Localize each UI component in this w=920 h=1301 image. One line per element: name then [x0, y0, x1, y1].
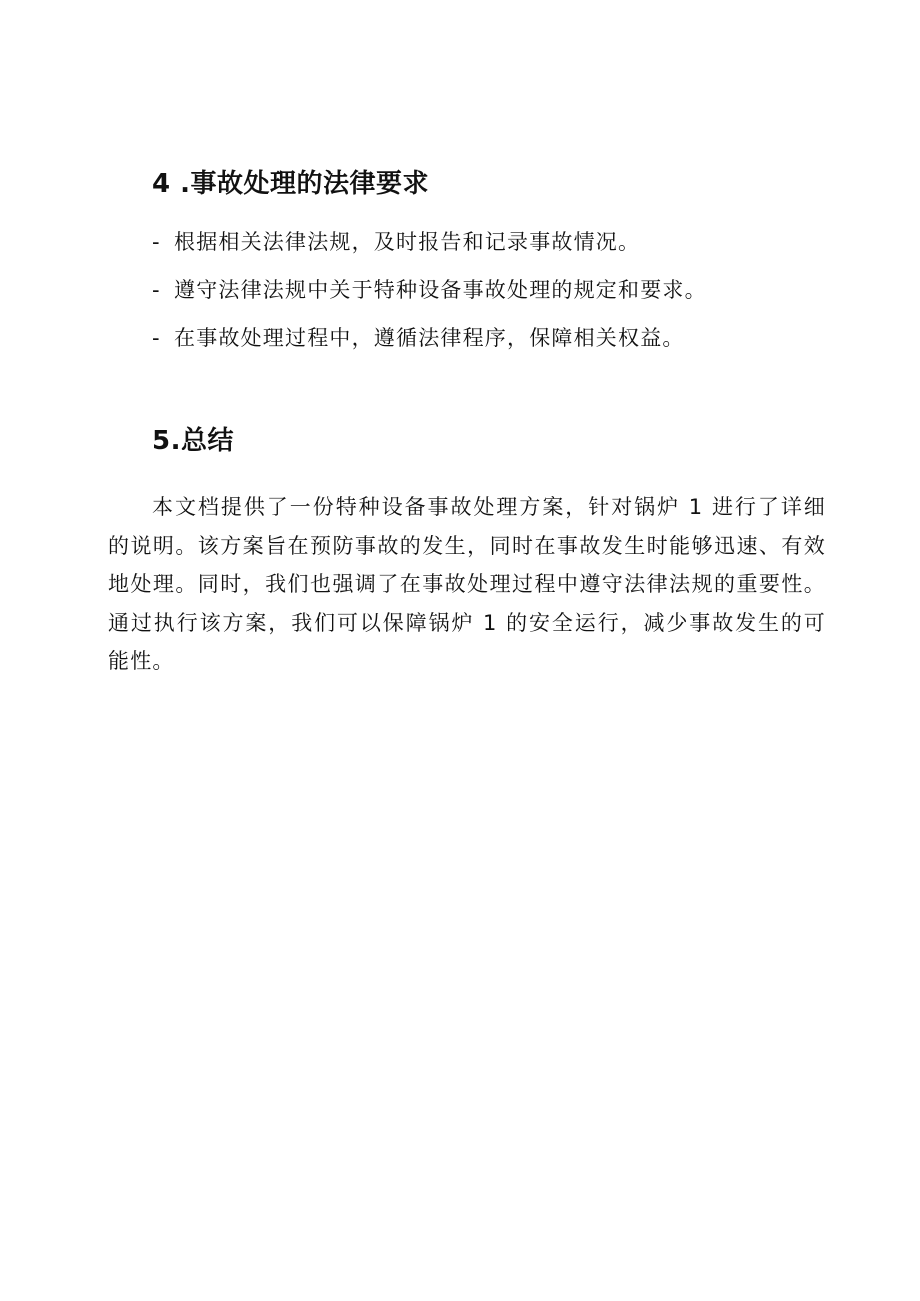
section-5-heading: 5.总结 — [152, 426, 234, 456]
bullet-text: 根据相关法律法规，及时报告和记录事故情况。 — [174, 230, 641, 254]
list-item — [152, 266, 707, 314]
bullet-text: 遵守法律法规中关于特种设备事故处理的规定和要求。 — [174, 278, 707, 302]
section-4-bullet-list — [152, 218, 707, 362]
bullet-marker: - — [152, 230, 161, 254]
bullet-text: 在事故处理过程中，遵循法律程序，保障相关权益。 — [174, 326, 685, 350]
bullet-marker: - — [152, 278, 161, 302]
bullet-marker: - — [152, 326, 161, 350]
list-item — [152, 218, 707, 266]
summary-paragraph: 本文档提供了一份特种设备事故处理方案，针对锅炉 1 进行了详细的说明。该方案旨在预防事故的发生，同时在事故发生时能够迅速、有效地处理。同时，我们也强调了在事故处理过程中遵守法律法规的重要性。通过执行该方案，我们可以保障锅炉 1 的安全运行，减少事故发生的可能性。 — [108, 495, 826, 673]
section-4-heading: 4 .事故处理的法律要求 — [152, 169, 430, 199]
list-item — [152, 314, 707, 362]
